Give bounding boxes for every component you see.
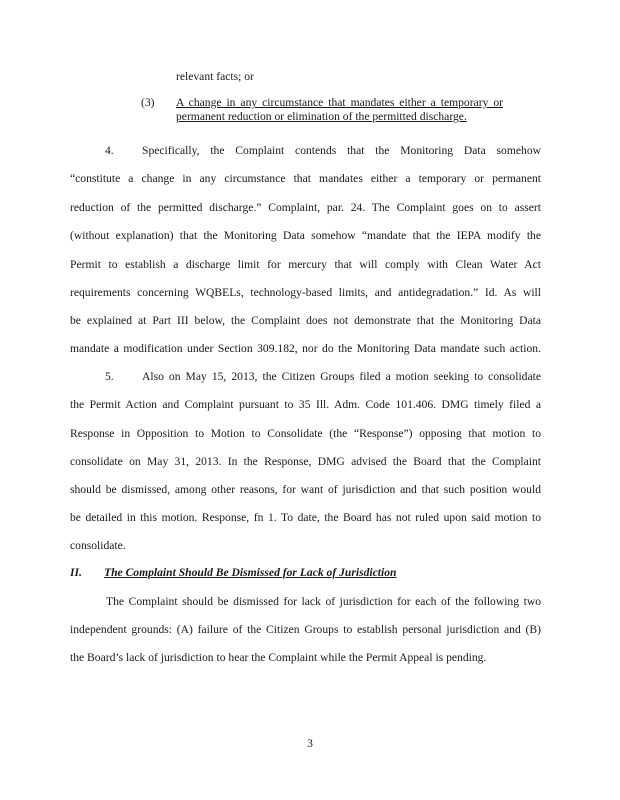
paragraph-5-line: Response in Opposition to Motion to Consolidate (the “Response”) opposing that motion to (70, 427, 541, 440)
paragraph-4-line: mandate a modification under Section 309.182, nor do the Monitoring Data mandate such action. (70, 342, 541, 355)
section-2-last-line: the Board’s lack of jurisdiction to hear the Complaint while the Permit Appeal is pending. (70, 651, 487, 664)
paragraph-4-first-line: Specifically, the Complaint contends that the Monitoring Data somehow (142, 144, 541, 157)
section-2-line: independent grounds: (A) failure of the Citizen Groups to establish personal jurisdiction and (B) (70, 623, 541, 636)
paragraph-5-line: consolidate on May 31, 2013. In the Response, DMG advised the Board that the Complaint (70, 455, 541, 468)
paragraph-4-line: reduction of the permitted discharge.” Complaint, par. 24. The Complaint goes on to assert (70, 201, 541, 214)
list-item-number: (3) (141, 96, 155, 109)
section-number: II. (70, 566, 82, 579)
section-heading: The Complaint Should Be Dismissed for Lack of Jurisdiction (104, 566, 397, 579)
paragraph-4-line: requirements concerning WQBELs, technology-based limits, and antidegradation.” Id. As will (70, 286, 541, 299)
paragraph-4-line: be explained at Part III below, the Complaint does not demonstrate that the Monitoring Data (70, 314, 541, 327)
page-number: 3 (307, 737, 313, 750)
paragraph-5-line: be detailed in this motion. Response, fn 1. To date, the Board has not ruled upon said motion to (70, 511, 541, 524)
paragraph-5-first-line: Also on May 15, 2013, the Citizen Groups filed a motion seeking to consolidate (142, 370, 541, 383)
paragraph-5-last-line: consolidate. (70, 539, 126, 552)
list-item-3-line2: permanent reduction or elimination of the permitted discharge. (176, 110, 467, 123)
paragraph-4-line: (without explanation) that the Monitoring Data somehow “mandate that the IEPA modify the (70, 229, 541, 242)
paragraph-number: 4. (105, 144, 114, 157)
paragraph-number: 5. (105, 370, 114, 383)
list-item-3-line1: A change in any circumstance that mandates either a temporary or (176, 96, 503, 109)
paragraph-5-line: the Permit Action and Complaint pursuant to 35 Ill. Adm. Code 101.406. DMG timely filed a (70, 398, 541, 411)
paragraph-4-line: Permit to establish a discharge limit for mercury that will comply with Clean Water Act (70, 258, 541, 271)
list-item-tail: relevant facts; or (176, 70, 254, 83)
paragraph-4-line: “constitute a change in any circumstance that mandates either a temporary or permanent (70, 172, 541, 185)
paragraph-5-line: should be dismissed, among other reasons, for want of jurisdiction and that such position would (70, 483, 541, 496)
section-2-first-line: The Complaint should be dismissed for lack of jurisdiction for each of the following two (106, 595, 541, 608)
